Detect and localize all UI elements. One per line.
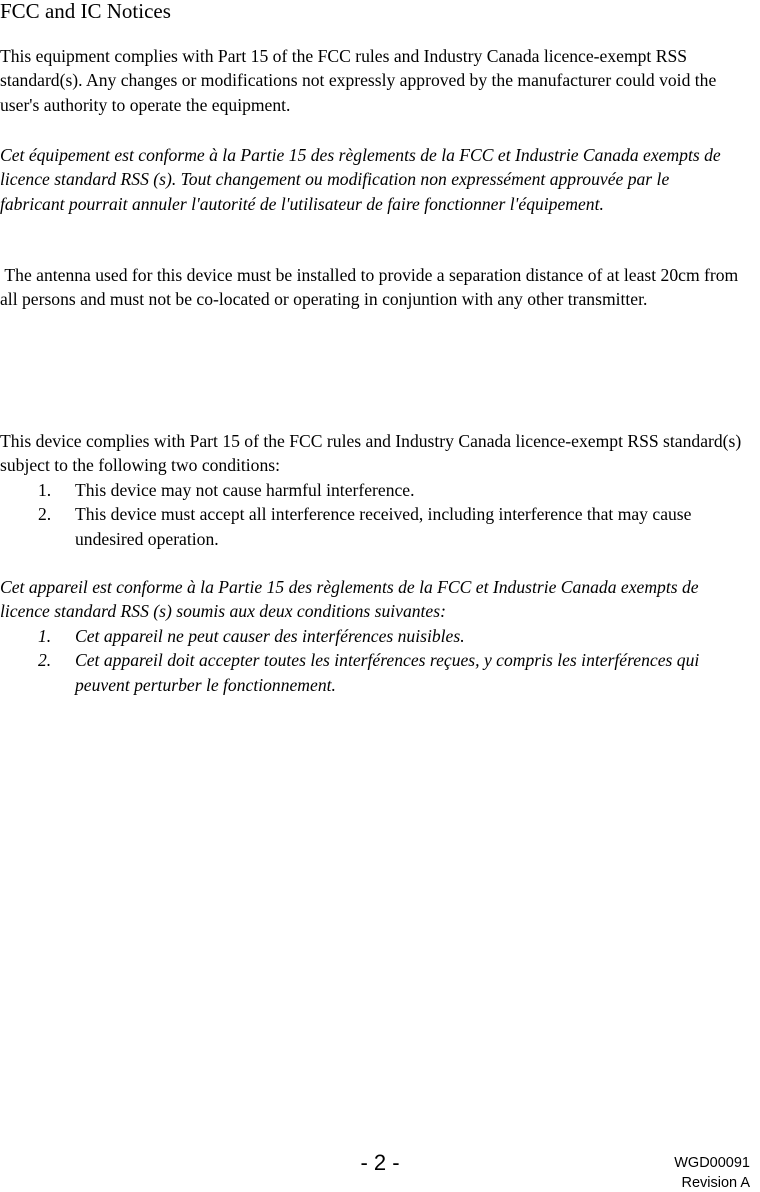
revision-label: Revision A	[681, 1175, 750, 1191]
list-item-text: Cet appareil doit accepter toutes les interférences reçues, y compris les interférences qui peuvent perturber le fonctionnement.	[75, 650, 700, 695]
conditions-intro-en: This device complies with Part 15 of the FCC rules and Industry Canada licence-exempt RSS standard(s) subject to the following two conditions:	[0, 431, 742, 476]
list-item-text: This device must accept all interference received, including interference that may cause undesired operation.	[75, 504, 692, 549]
list-item-number: 1.	[38, 626, 52, 646]
fcc-compliance-paragraph-fr: Cet équipement est conforme à la Partie 15 des règlements de la FCC et Industrie Canada exempts de licence standard RSS (s). Tout changement ou modification non expressément approuvée par le fabricant pourrait annuler l'autorité de l'utilisateur de faire fonctionner l'équipement.	[0, 145, 721, 214]
antenna-separation-paragraph: The antenna used for this device must be installed to provide a separation distance of at least 20cm from all persons and must not be co-located or operating in conjuntion with any other transmitter.	[0, 265, 743, 310]
fcc-compliance-paragraph-en: This equipment complies with Part 15 of the FCC rules and Industry Canada licence-exempt RSS standard(s). Any changes or modifications not expressly approved by the manufacturer could void the user's authority to operate the equipment.	[0, 46, 717, 115]
page-number: - 2 -	[360, 1150, 400, 1175]
list-item-number: 2.	[38, 650, 52, 671]
list-item-text: Cet appareil ne peut causer des interférences nuisibles.	[75, 626, 465, 646]
list-item-text: This device may not cause harmful interference.	[75, 480, 415, 500]
conditions-list-en	[0, 478, 760, 551]
list-item	[0, 478, 760, 502]
list-item-number: 1.	[38, 480, 52, 500]
list-item-number: 2.	[38, 504, 52, 525]
list-item	[0, 624, 760, 648]
list-item	[0, 502, 760, 551]
page-title: FCC and IC Notices	[0, 0, 171, 23]
conditions-list-fr	[0, 624, 760, 697]
document-id: WGD00091	[674, 1155, 750, 1171]
conditions-intro-fr: Cet appareil est conforme à la Partie 15 des règlements de la FCC et Industrie Canada exempts de licence standard RSS (s) soumis aux deux conditions suivantes:	[0, 577, 699, 622]
list-item	[0, 648, 760, 697]
